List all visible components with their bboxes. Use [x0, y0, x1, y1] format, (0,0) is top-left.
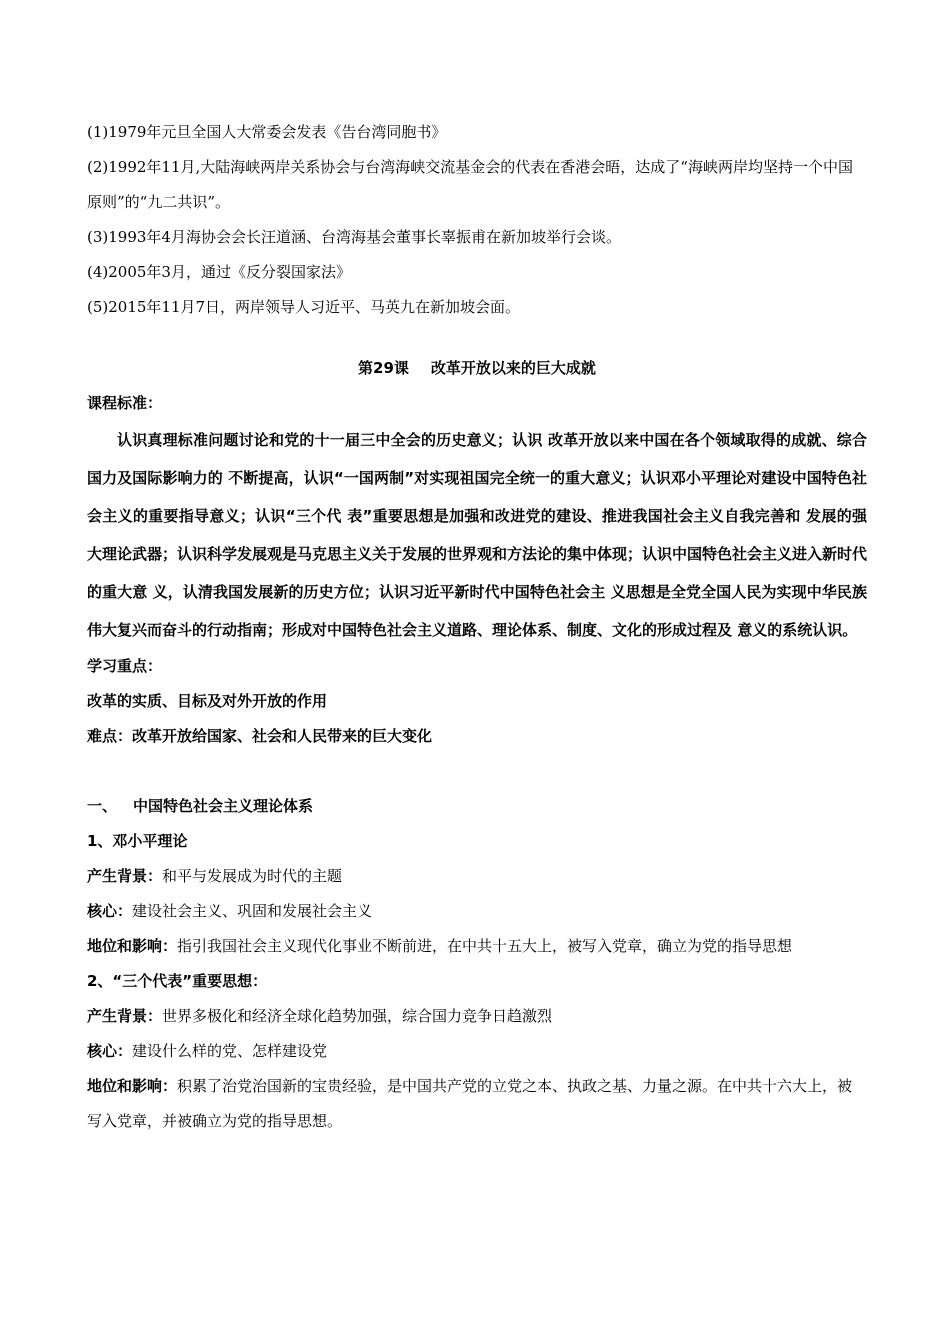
- deng-core-label: 核心：: [87, 902, 133, 920]
- lesson-number: 第29课: [358, 359, 409, 377]
- difficulty: [87, 719, 867, 754]
- document-content: [87, 115, 867, 1139]
- three-represents-core: [87, 1034, 867, 1069]
- key-points-label: 学习重点：: [87, 657, 163, 675]
- lesson-name: 改革开放以来的巨大成就: [430, 359, 596, 377]
- section-heading: [87, 789, 867, 824]
- three-represents-core-text: 建设什么样的党、怎样建设党: [132, 1042, 328, 1060]
- deng-status-label: 地位和影响：: [87, 937, 178, 955]
- deng-core-text: 建设社会主义、巩固和发展社会主义: [132, 902, 373, 920]
- timeline-item-5: (5)2015年11月7日，两岸领导人习近平、马英九在新加坡会面。: [87, 298, 521, 316]
- difficulty-text: 改革开放给国家、社会和人民带来的巨大变化: [132, 727, 433, 745]
- deng-status-text: 指引我国社会主义现代化事业不断前进，在中共十五大上，被写入党章，确立为党的指导思想: [177, 937, 793, 955]
- key-points-text: 改革的实质、目标及对外开放的作用: [87, 692, 328, 710]
- three-represents-heading: 2、“三个代表”重要思想：: [87, 972, 268, 990]
- three-represents-status-label: 地位和影响：: [87, 1077, 178, 1095]
- three-represents-background-label: 产生背景：: [87, 1007, 163, 1025]
- deng-core: [87, 894, 867, 929]
- course-standard-text: 认识真理标准问题讨论和党的十一届三中全会的历史意义；认识 改革开放以来中国在各个领域取得的成就、综合国力及国际影响力的 不断提高，认识“一国两制”对实现祖国完全统一的重大意义；认识邓小平理论对建设中国特色社会主义的重要指导意义；认识“三个代 表”重要思想是加强和改进党的建设、推进我国社会主义自我完善和 发展的强大理论武器；认识科学发展观是马克思主义关于发展的世界观和方法论的集中体现；认识中国特色社会主义进入新时代的重大意 义，认清我国发展新的历史方位；认识习近平新时代中国特色社会主 义思想是全党全国人民为实现中华民族伟大复兴而奋斗的行动指南；形成对中国特色社会主义道路、理论体系、制度、文化的形成过程及 意义的系统认识。: [87, 431, 868, 639]
- three-represents-core-label: 核心：: [87, 1042, 133, 1060]
- lesson-title: [87, 351, 867, 386]
- spacer: [87, 754, 867, 789]
- deng-background: [87, 859, 867, 894]
- deng-status: [87, 929, 867, 964]
- three-represents-background-text: 世界多极化和经济全球化趋势加强，综合国力竞争日趋激烈: [162, 1007, 553, 1025]
- course-standard-label: 课程标准：: [87, 394, 163, 412]
- timeline-item-1: (1)1979年元旦全国人大常委会发表《告台湾同胞书》: [87, 123, 447, 141]
- timeline-item-2: (2)1992年11月,大陆海峡两岸关系协会与台湾海峡交流基金会的代表在香港会晤，达成了“海峡两岸均坚持一个中国原则”的“九二共识”。: [87, 158, 853, 211]
- three-represents-status-text: 积累了治党治国新的宝贵经验，是中国共产党的立党之本、执政之基、力量之源。在中共十六大上，被写入党章，并被确立为党的指导思想。: [87, 1077, 853, 1130]
- section-number: 一、: [87, 797, 118, 815]
- deng-background-label: 产生背景：: [87, 867, 163, 885]
- deng-heading: 1、邓小平理论: [87, 832, 188, 850]
- timeline-item-4: (4)2005年3月，通过《反分裂国家法》: [87, 263, 351, 281]
- difficulty-label: 难点：: [87, 727, 133, 745]
- deng-background-text: 和平与发展成为时代的主题: [162, 867, 343, 885]
- three-represents-status: [87, 1069, 867, 1139]
- timeline-item-3: (3)1993年4月海协会会长汪道涵、台湾海基会董事长辜振甫在新加坡举行会谈。: [87, 228, 621, 246]
- three-represents-background: [87, 999, 867, 1034]
- section-title: 中国特色社会主义理论体系: [133, 797, 314, 815]
